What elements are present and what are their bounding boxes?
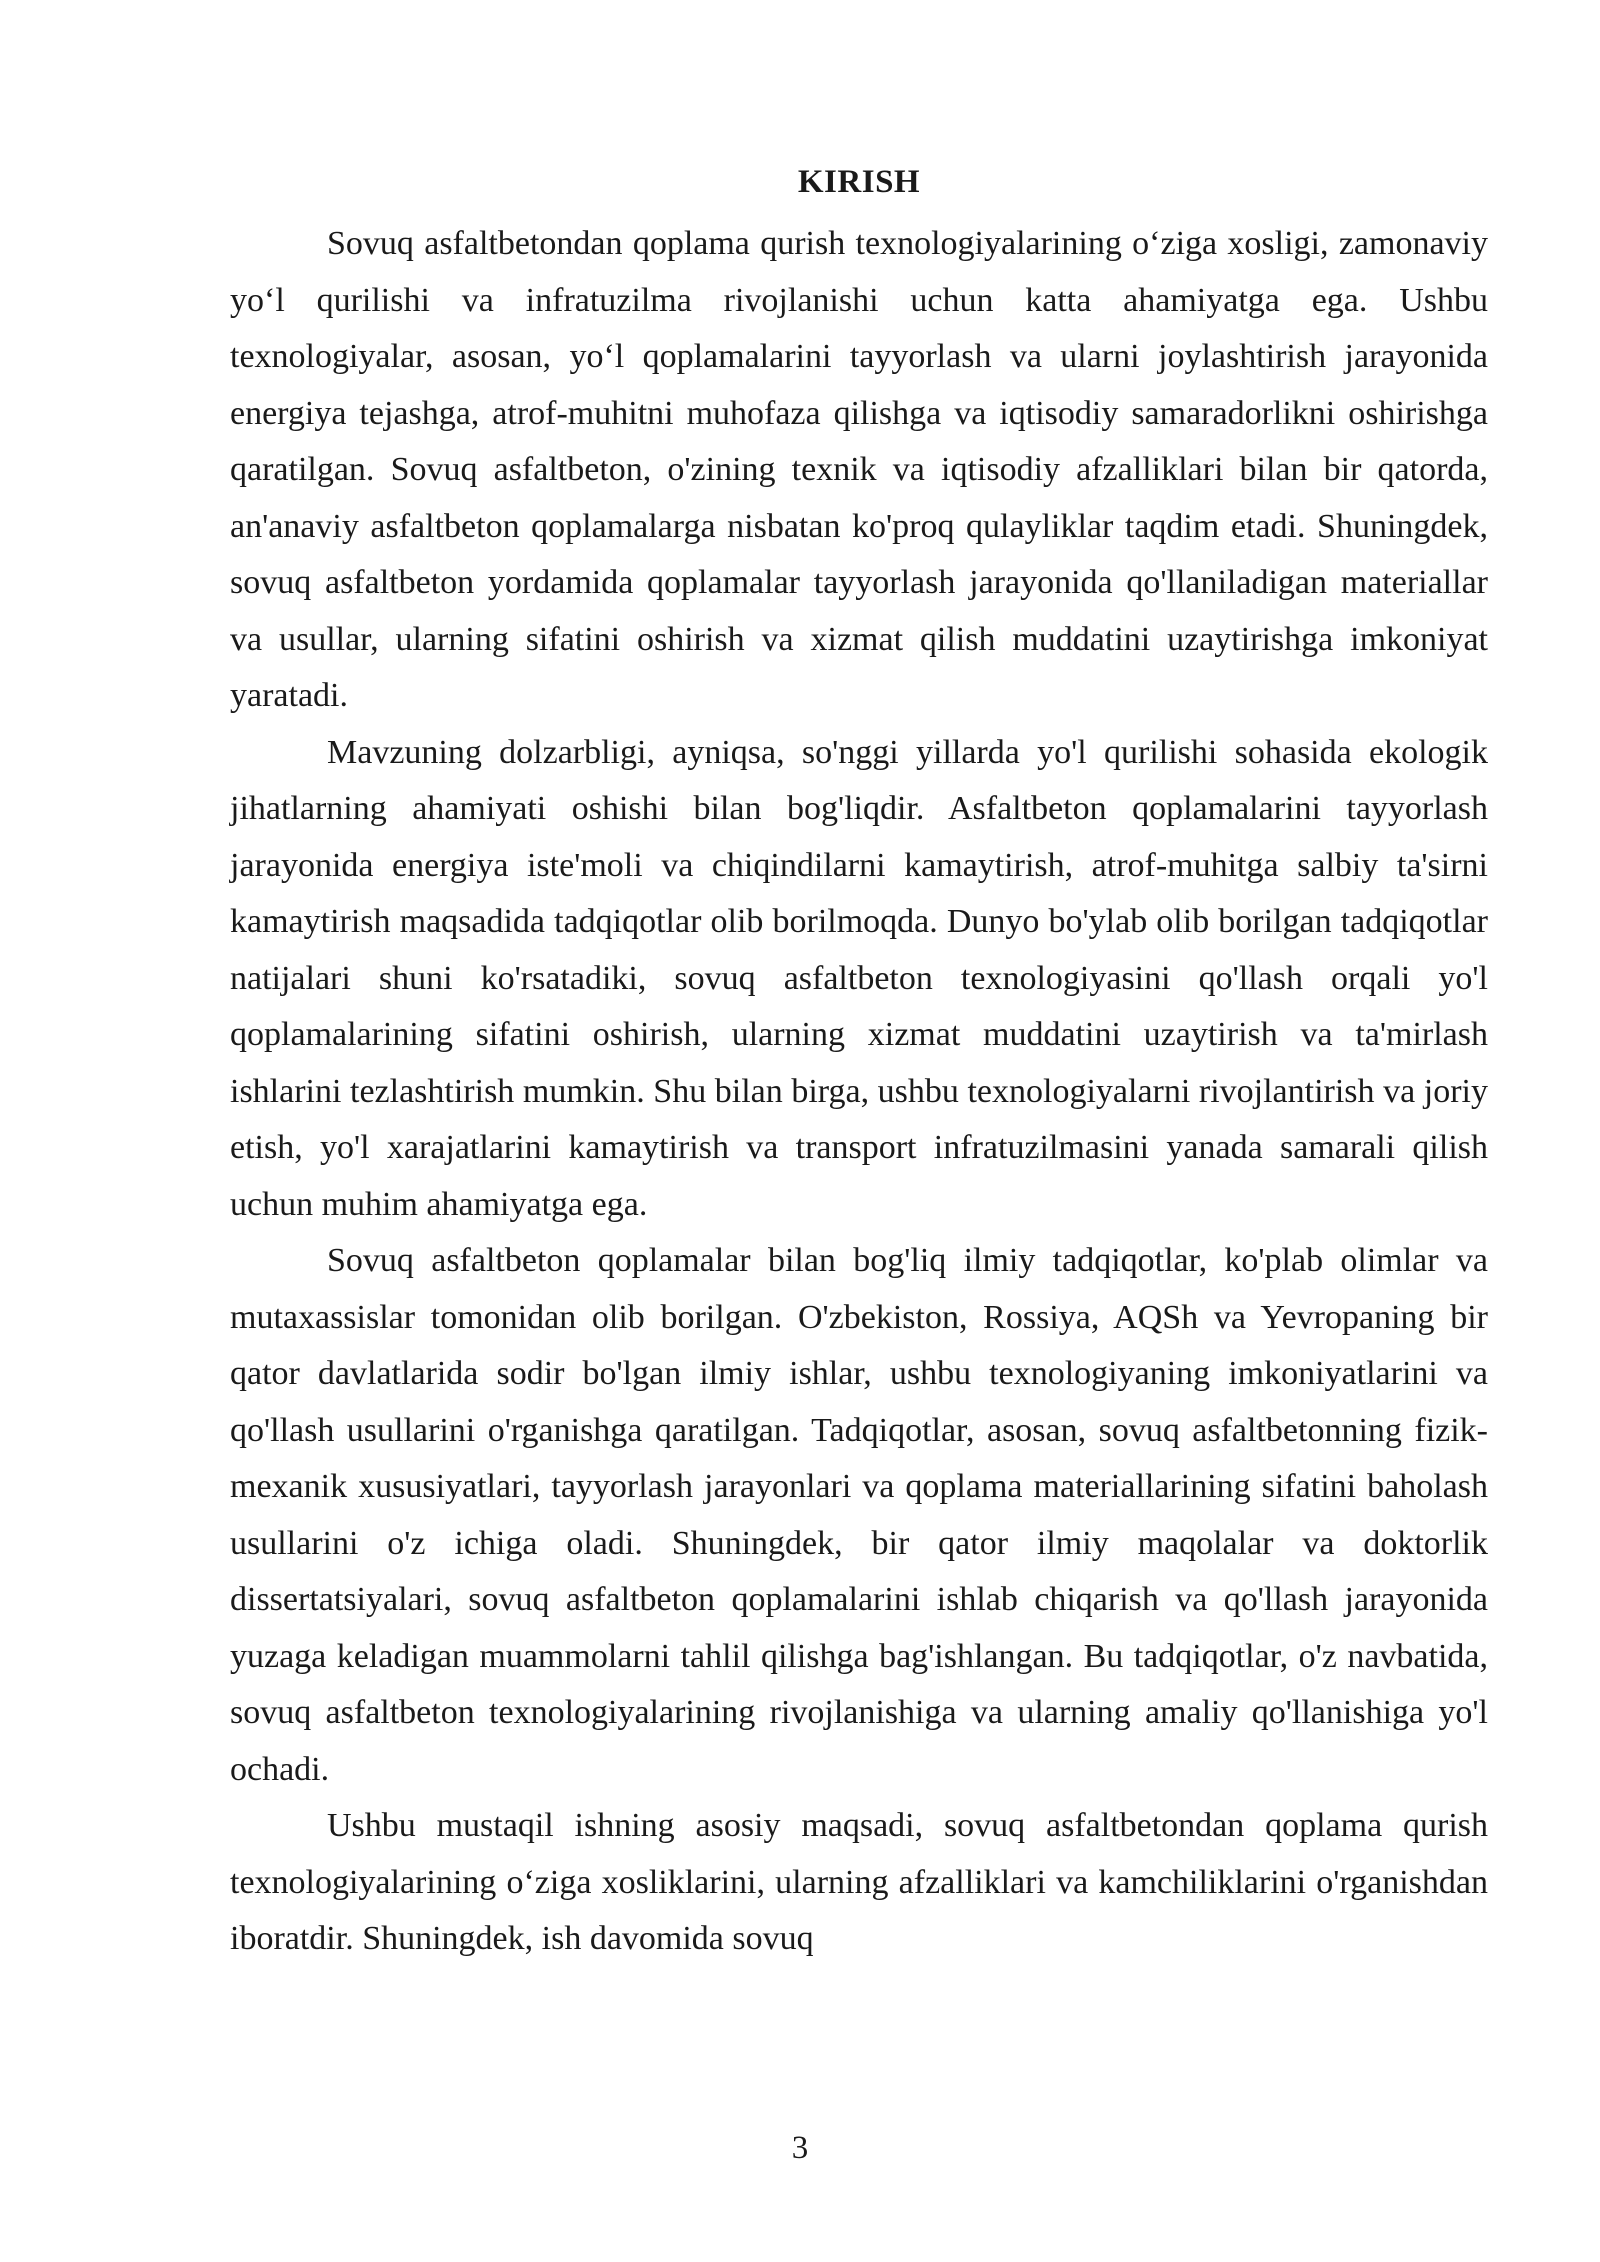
page-title: KIRISH bbox=[797, 164, 921, 200]
paragraph-intro: Sovuq asfaltbetondan qoplama qurish texnologiyalarining o‘ziga xosligi, zamonaviy yo‘l qurilishi va infratuzilma rivojlanishi uchun katta ahamiyatga ega. Ushbu texnologiyalar, asosan, yo‘l qoplamalarini tayyorlash va ularni joylashtirish jarayonida energiya tejashga, atrof-muhitni muhofaza qilishga va iqtisodiy samaradorlikni oshirishga qaratilgan. Sovuq asfaltbeton, o'zining texnik va iqtisodiy afzalliklari bilan bir qatorda, an'anaviy asfaltbeton qoplamalarga nisbatan ko'proq qulayliklar taqdim etadi. Shuningdek, sovuq asfaltbeton yordamida qoplamalar tayyorlash jarayonida qo'llaniladigan materiallar va usullar, ularning sifatini oshirish va xizmat qilish muddatini uzaytirishga imkoniyat yaratadi. bbox=[230, 225, 1488, 714]
page-content bbox=[230, 160, 1488, 1968]
paragraph-goal: Ushbu mustaqil ishning asosiy maqsadi, sovuq asfaltbetondan qoplama qurish texnologiyalarining o‘ziga xosliklarini, ularning afzalliklari va kamchiliklarini o'rganishdan iboratdir. Shuningdek, ish davomida sovuq bbox=[230, 1807, 1488, 1957]
page-number: 3 bbox=[791, 2130, 809, 2166]
paragraph-relevance: Mavzuning dolzarbligi, ayniqsa, so'nggi yillarda yo'l qurilishi sohasida ekologik jihatlarning ahamiyati oshishi bilan bog'liqdir. Asfaltbeton qoplamalarini tayyorlash jarayonida energiya iste'moli va chiqindilarni kamaytirish, atrof-muhitga salbiy ta'sirni kamaytirish maqsadida tadqiqotlar olib borilmoqda. Dunyo bo'ylab olib borilgan tadqiqotlar natijalari shuni ko'rsatadiki, sovuq asfaltbeton texnologiyasini qo'llash orqali yo'l qoplamalarining sifatini oshirish, ularning xizmat muddatini uzaytirish va ta'mirlash ishlarini tezlashtirish mumkin. Shu bilan birga, ushbu texnologiyalarni rivojlantirish va joriy etish, yo'l xarajatlarini kamaytirish va transport infratuzilmasini yanada samarali qilish uchun muhim ahamiyatga ega. bbox=[230, 733, 1488, 1223]
paragraph-research-review: Sovuq asfaltbeton qoplamalar bilan bog'liq ilmiy tadqiqotlar, ko'plab olimlar va mutaxassislar tomonidan olib borilgan. O'zbekiston, Rossiya, AQSh va Yevropaning bir qator davlatlarida sodir bo'lgan ilmiy ishlar, ushbu texnologiyaning imkoniyatlarini va qo'llash usullarini o'rganishga qaratilgan. Tadqiqotlar, asosan, sovuq asfaltbetonning fizik-mexanik xususiyatlari, tayyorlash jarayonlari va qoplama materiallarining sifatini baholash usullarini o'z ichiga oladi. Shuningdek, bir qator ilmiy maqolalar va doktorlik dissertatsiyalari, sovuq asfaltbeton qoplamalarini ishlab chiqarish va qo'llash jarayonida yuzaga keladigan muammolarni tahlil qilishga bag'ishlangan. Bu tadqiqotlar, o'z navbatida, sovuq asfaltbeton texnologiyalarining rivojlanishiga va ularning amaliy qo'llanishiga yo'l ochadi. bbox=[230, 1242, 1488, 1788]
